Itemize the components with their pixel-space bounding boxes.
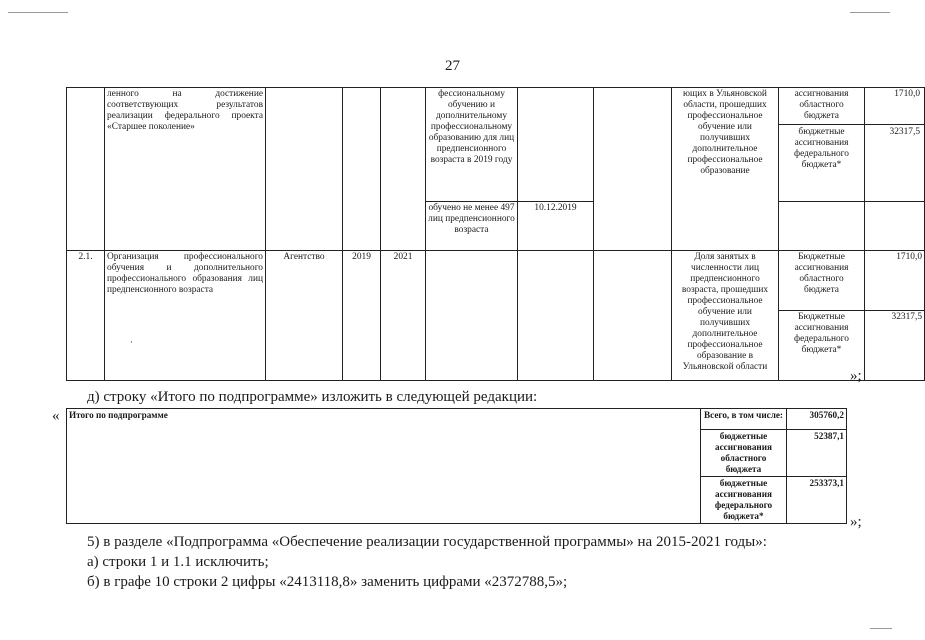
end-year: 2021 xyxy=(381,251,426,381)
result-date: 10.12.2019 xyxy=(518,202,594,251)
table-row xyxy=(67,409,847,430)
funding-source: Бюджетные ассигнования областного бюджета xyxy=(779,251,865,311)
scan-mark-top xyxy=(8,12,68,13)
funding-source: Бюджетные ассигнования федерального бюджета* xyxy=(779,311,865,381)
closing-quote: »; xyxy=(850,514,862,530)
result-description: фессиональному обучению и дополнительному профессиональному образованию для лиц предпенсионного возраста в 2019 году xyxy=(426,88,518,202)
closing-quote: »; xyxy=(850,368,862,384)
indicator-description: ющих в Ульяновской области, прошедших профессиональное обучение или получивших дополнительное профессиональное образование xyxy=(672,88,779,251)
row-number: 2.1. xyxy=(67,251,105,381)
executor: Агентство xyxy=(266,251,343,381)
paragraph-5: 5) в разделе «Подпрограмма «Обеспечение реализации государственной программы» на 2015-2021 годы»: xyxy=(87,534,767,550)
subtotal-label: Итого по подпрограмме xyxy=(67,409,701,524)
measure-name: ленного на достижение соответствующих результатов реализации федерального проекта «Старшее поколение» xyxy=(105,88,266,251)
start-year: 2019 xyxy=(343,251,381,381)
page-number: 27 xyxy=(445,58,460,74)
table-row xyxy=(67,251,925,311)
stray-mark: · xyxy=(130,337,133,347)
funding-source: бюджетные ассигнования федерального бюджета* xyxy=(701,477,787,524)
result-target: обучено не менее 497 лиц предпенсионного возраста xyxy=(426,202,518,251)
scan-mark-top-right xyxy=(850,12,890,13)
funding-amount: 52387,1 xyxy=(787,430,847,477)
funding-amount: 253373,1 xyxy=(787,477,847,524)
paragraph-d: д) строку «Итого по подпрограмме» изложить в следующей редакции: xyxy=(87,389,538,405)
funding-amount: 1710,0 32317,5 xyxy=(865,88,925,202)
measure-name: Организация профессионального обучения и дополнительного профессионального образования лиц предпенсионного возраста xyxy=(105,251,266,381)
paragraph-b: б) в графе 10 строки 2 цифры «2413118,8» заменить цифрами «2372788,5»; xyxy=(87,574,568,590)
funding-source: бюджетные ассигнования областного бюджета xyxy=(701,430,787,477)
scan-mark-bottom xyxy=(870,628,892,629)
funding-amount: 1710,0 xyxy=(865,251,925,311)
funding-source: Всего, в том числе: xyxy=(701,409,787,430)
funding-source: ассигнования областного бюджета бюджетные ассигнования федерального бюджета* xyxy=(779,88,865,202)
subtotal-table xyxy=(66,408,847,524)
paragraph-a: а) строки 1 и 1.1 исключить; xyxy=(87,554,269,570)
indicator-description: Доля занятых в численности лиц предпенсионного возраста, прошедших профессиональное обучение или получивших дополнительное профессиональное образование в Ульяновской области xyxy=(672,251,779,381)
opening-quote: « xyxy=(52,408,60,424)
funding-amount: 32317,5 xyxy=(865,311,925,381)
program-table xyxy=(66,87,925,381)
table-row xyxy=(67,88,925,202)
funding-amount: 305760,2 xyxy=(787,409,847,430)
